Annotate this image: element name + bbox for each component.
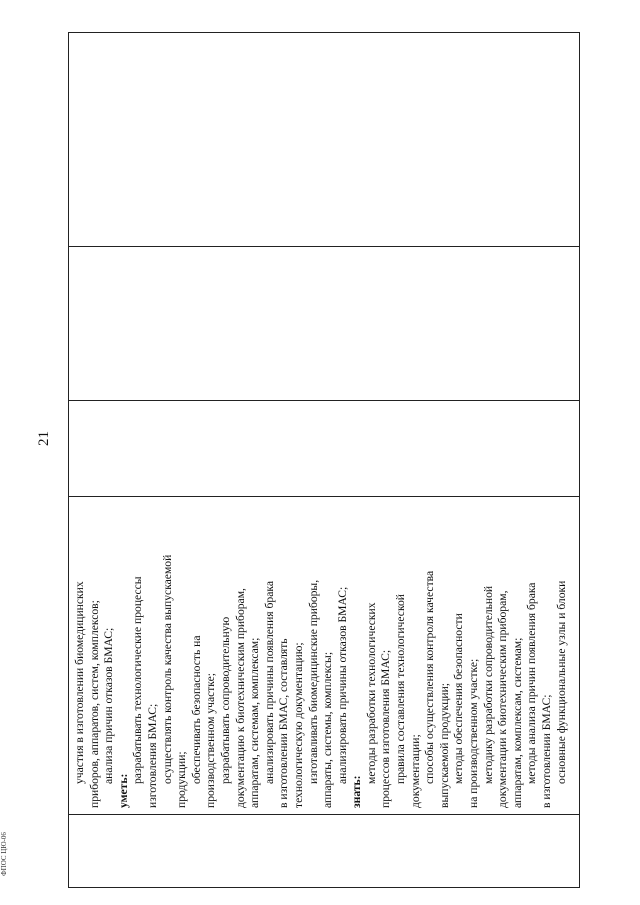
- text-line: анализировать причины появления брака: [262, 581, 276, 784]
- text-line: на производственном участке;: [467, 658, 481, 808]
- text-line: выпускаемой продукции;: [437, 682, 451, 808]
- text-line: документации;: [408, 734, 422, 808]
- text-line: продукции;: [175, 751, 189, 808]
- table-cell-empty-2: [69, 247, 580, 401]
- text-line: изготавливать биомедицинские приборы,: [306, 579, 320, 784]
- text-line: правила составления технологической: [394, 594, 408, 784]
- text-line: разрабатывать технологические процессы: [131, 576, 145, 784]
- text-line: документации к биотехническим приборам,: [496, 590, 510, 808]
- text-line: в изготовлении БМАС;: [540, 694, 553, 808]
- text-line: основные функциональные узлы и блоки: [554, 580, 568, 784]
- text-line: приборов, аппаратов, систем, комплексов;: [87, 600, 101, 808]
- competency-text-cell: [69, 497, 580, 815]
- text-line: способы осуществления контроля качества: [423, 570, 437, 784]
- page-number: 21: [36, 431, 52, 446]
- text-line: анализировать причины отказов БМАС;: [335, 586, 349, 784]
- text-line: производственном участке;: [204, 672, 218, 808]
- footer-code: ФПОС ЦЮ-06: [0, 832, 8, 876]
- table-cell-first: [69, 815, 580, 888]
- competency-text: [73, 503, 569, 808]
- text-line: аппаратам, комплексам, системам;: [510, 637, 524, 808]
- document-table: [68, 32, 580, 888]
- section-heading: уметь:: [116, 773, 130, 808]
- text-line: документацию к биотехническим приборам,: [233, 588, 247, 808]
- text-line: методы разработки технологических: [364, 602, 378, 784]
- text-line: аппаратам, системам, комплексам;: [248, 637, 262, 808]
- text-line: технологическую документацию;: [291, 642, 305, 808]
- section-heading: знать:: [350, 775, 364, 808]
- text-line: аппараты, системы, комплексы;: [321, 651, 335, 808]
- rotated-page: [68, 33, 580, 888]
- text-line: обеспечивать безопасность на: [189, 635, 203, 784]
- table-cell-empty-3: [69, 33, 580, 247]
- text-line: методы обеспечения безопасности: [452, 613, 466, 784]
- text-line: анализа причин отказов БМАС;: [102, 627, 116, 784]
- text-line: в изготовлении БМАС, составлять: [277, 638, 291, 808]
- text-line: участия в изготовлении биомедицинских: [73, 581, 86, 784]
- text-line: методы анализа причин появления брака: [525, 582, 539, 784]
- text-line: разрабатывать сопроводительную: [218, 616, 232, 784]
- text-line: процессов изготовления БМАС;: [379, 649, 393, 808]
- text-line: методику разработки сопроводительной: [481, 585, 495, 784]
- text-line: осуществлять контроль качества выпускаемой: [160, 554, 174, 784]
- table-cell-empty-1: [69, 401, 580, 497]
- text-line: изготовления БМАС;: [145, 703, 159, 808]
